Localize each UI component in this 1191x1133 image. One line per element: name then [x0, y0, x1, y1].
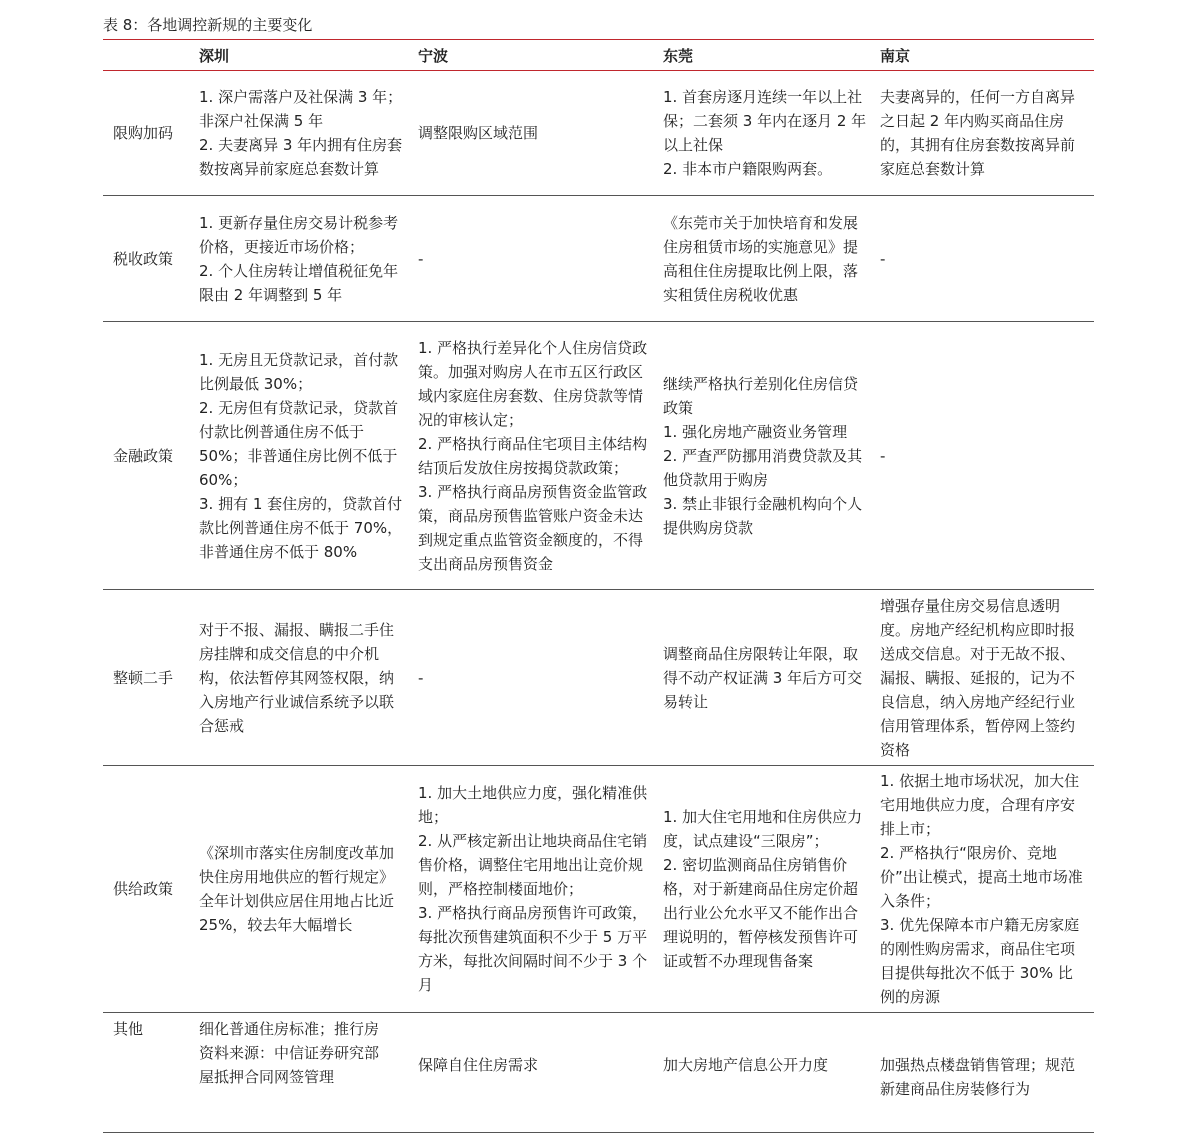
cell-text-line: 1. 严格执行差异化个人住房信贷政策。加强对购房人在市五区行政区域内家庭住房套数、住房贷款等情况的审核认定；: [418, 338, 648, 429]
cell-text-line: 3. 优先保障本市户籍无房家庭的刚性购房需求，商品住宅项目提供每批次不低于 30% 比例的房源: [880, 916, 1080, 1006]
cell-dongguan: [661, 590, 878, 766]
cell-shenzhen: [197, 71, 416, 196]
cell-text-line: 2. 严格执行“限房价、竞地价”出让模式，提高土地市场准入条件；: [880, 844, 1083, 910]
cell-text-line: 1. 强化房地产融资业务管理: [663, 422, 848, 441]
cell-ningbo: [416, 71, 661, 196]
cell-text-line: 1. 无房且无贷款记录，首付款比例最低 30%；: [199, 350, 399, 393]
table-header-row: [103, 40, 1094, 71]
header-nanjing: 南京: [880, 46, 911, 65]
cell-ningbo: [416, 322, 661, 590]
header-ningbo: 宁波: [418, 46, 449, 65]
row-label: 其他: [113, 1020, 144, 1038]
cell-shenzhen: [197, 766, 416, 1013]
row-label: 限购加码: [113, 124, 174, 142]
table-row: [103, 322, 1094, 590]
cell-nanjing: [878, 71, 1094, 196]
cell-dongguan: [661, 1013, 878, 1133]
cell-text-line: 增强存量住房交易信息透明度。房地产经纪机构应即时报送成交信息。对于无故不报、漏报、瞒报、延报的，记为不良信息，纳入房地产经纪行业信用管理体系，暂停网上签约资格: [880, 596, 1076, 759]
cell-ningbo: [416, 196, 661, 322]
cell-text-line: 2. 无房但有贷款记录，贷款首付款比例普通住房不低于 50%；非普通住房比例不低于 60%；: [199, 398, 399, 489]
cell-text-line: 3. 严格执行商品房预售许可政策，每批次预售建筑面积不少于 5 万平方米，每批次间隔时间不少于 3 个月: [418, 904, 648, 994]
cell-nanjing: [878, 1013, 1094, 1133]
cell-text-line: 3. 严格执行商品房预售资金监管政策，商品房预售监管账户资金未达到规定重点监管资金额度的，不得支出商品房预售资金: [418, 482, 648, 573]
cell-text-line: 夫妻离异的，任何一方自离异之日起 2 年内购买商品住房的，其拥有住房套数按离异前家庭总套数计算: [880, 88, 1076, 178]
cell-text-line: 2. 严格执行商品住宅项目主体结构结顶后发放住房按揭贷款政策；: [418, 434, 648, 477]
cell-shenzhen: [197, 196, 416, 322]
cell-shenzhen: [197, 590, 416, 766]
cell-text-line: -: [418, 249, 424, 268]
cell-text-line: 1. 加大土地供应力度，强化精准供地；: [418, 784, 648, 826]
cell-text-line: 2. 密切监测商品住房销售价格，对于新建商品住房定价超出行业公允水平又不能作出合理说明的，暂停核发预售许可证或暂不办理现售备案: [663, 856, 859, 970]
table-row: [103, 71, 1094, 196]
cell-text-line: 2. 严查严防挪用消费贷款及其他贷款用于购房: [663, 446, 863, 489]
cell-text-line: 3. 禁止非银行金融机构向个人提供购房贷款: [663, 494, 863, 537]
cell-text-line: 资料来源：中信证券研究部: [199, 1044, 380, 1062]
row-label: 金融政策: [113, 446, 174, 465]
policy-table: [103, 39, 1094, 1133]
cell-ningbo: [416, 1013, 661, 1133]
cell-text-line: 3. 拥有 1 套住房的，贷款首付款比例普通住房不低于 70%，非普通住房不低于 80%: [199, 494, 403, 561]
header-blank: [103, 40, 197, 71]
cell-text-line: 继续严格执行差别化住房信贷政策: [663, 374, 859, 417]
header-dongguan: 东莞: [663, 46, 694, 65]
cell-dongguan: [661, 766, 878, 1013]
cell-nanjing: [878, 590, 1094, 766]
row-label: 供给政策: [113, 880, 174, 898]
cell-text-line: 2. 非本市户籍限购两套。: [663, 160, 833, 178]
cell-dongguan: [661, 71, 878, 196]
cell-shenzhen: [197, 322, 416, 590]
cell-text-line: 《深圳市落实住房制度改革加快住房用地供应的暂行规定》全年计划供应居住用地占比近 25%，较去年大幅增长: [199, 844, 395, 934]
cell-dongguan: [661, 196, 878, 322]
cell-text-line: 1. 加大住宅用地和住房供应力度，试点建设“三限房”；: [663, 808, 863, 850]
cell-text-line: 调整限购区域范围: [418, 124, 539, 142]
cell-text-line: 保障自住住房需求: [418, 1056, 539, 1074]
cell-nanjing: [878, 322, 1094, 590]
cell-nanjing: [878, 196, 1094, 322]
cell-text-line: 细化普通住房标准；推行房: [199, 1020, 380, 1038]
cell-text-line: 1. 首套房逐月连续一年以上社保；二套须 3 年内在逐月 2 年以上社保: [663, 88, 867, 154]
table-row: [103, 590, 1094, 766]
cell-text-line: 2. 个人住房转让增值税征免年限由 2 年调整到 5 年: [199, 261, 399, 304]
cell-text-line: -: [880, 446, 886, 465]
row-label: 整顿二手: [113, 668, 174, 687]
cell-text-line: 1. 依据土地市场状况，加大住宅用地供应力度，合理有序安排上市；: [880, 772, 1080, 838]
cell-text-line: 加大房地产信息公开力度: [663, 1056, 829, 1074]
cell-text-line: 屋抵押合同网签管理: [199, 1068, 335, 1086]
table-row: [103, 1013, 1094, 1133]
cell-shenzhen: [197, 1013, 416, 1133]
cell-text-line: -: [880, 249, 886, 268]
cell-text-line: 2. 从严核定新出让地块商品住宅销售价格，调整住宅用地出让竞价规则，严格控制楼面地价；: [418, 832, 648, 898]
cell-nanjing: [878, 766, 1094, 1013]
cell-text-line: -: [418, 668, 424, 687]
cell-text-line: 《东莞市关于加快培育和发展住房租赁市场的实施意见》提高租住住房提取比例上限，落实租赁住房税收优惠: [663, 213, 859, 304]
header-shenzhen: 深圳: [199, 46, 230, 65]
table-row: [103, 196, 1094, 322]
row-label: 税收政策: [113, 249, 174, 268]
cell-text-line: 2. 夫妻离异 3 年内拥有住房套数按离异前家庭总套数计算: [199, 136, 403, 178]
table-caption: 表 8：各地调控新规的主要变化: [103, 16, 313, 34]
cell-ningbo: [416, 766, 661, 1013]
table-row: [103, 766, 1094, 1013]
cell-text-line: 1. 更新存量住房交易计税参考价格，更接近市场价格；: [199, 213, 399, 256]
cell-ningbo: [416, 590, 661, 766]
cell-text-line: 对于不报、漏报、瞒报二手住房挂牌和成交信息的中介机构，依法暂停其网签权限，纳入房地产行业诚信系统予以联合惩戒: [199, 620, 395, 735]
cell-text-line: 1. 深户需落户及社保满 3 年；非深户社保满 5 年: [199, 88, 403, 130]
cell-dongguan: [661, 322, 878, 590]
cell-text-line: 加强热点楼盘销售管理；规范新建商品住房装修行为: [880, 1056, 1076, 1098]
cell-text-line: 调整商品住房限转让年限，取得不动产权证满 3 年后方可交易转让: [663, 644, 863, 711]
